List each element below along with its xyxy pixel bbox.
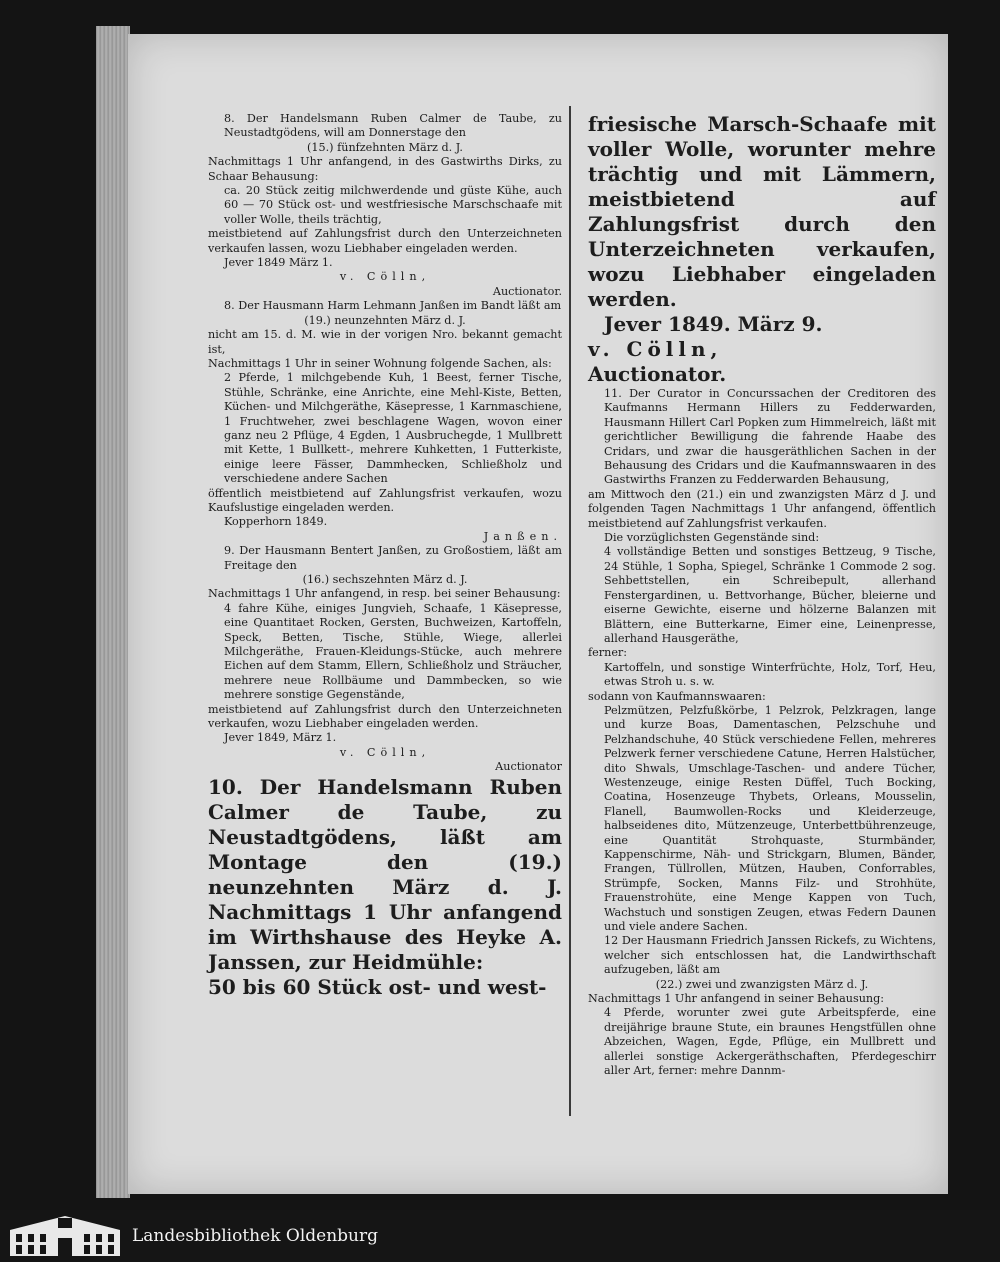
right-column-paragraph: sodann von Kaufmannswaaren: (588, 689, 766, 703)
right-column-paragraph: 11. Der Curator in Concurssachen der Creditoren des Kaufmanns Hermann Hillers zu Fedderwarden, Hausmann Hillert Carl Popken zum Himmelreich, läßt mit gerichtlicher Bewilligung die fahrende Haabe des Cridars, und zwar die hausgeräthlichen Sachen in der Behausung des Cridars und die Kaufmannswaaren in des Gastwirths Franzen zu Fedderwarden Behausung, (604, 387, 936, 487)
left-column-paragraph: (15.) fünfzehnten März d. J. (307, 140, 463, 154)
left-column-paragraph: Kopperhorn 1849. (224, 515, 328, 529)
newspaper-page (128, 34, 948, 1194)
left-column-paragraph: Jever 1849, März 1. (224, 731, 337, 745)
left-column-paragraph: 8. Der Hausmann Harm Lehmann Janßen im Bandt läßt am (224, 299, 562, 313)
left-column-paragraph: v. Cölln, (339, 745, 431, 759)
right-column-paragraph: friesische Marsch-Schaafe mit voller Wolle, worunter mehre trächtig und mit Lämmern, meistbietend auf Zahlungsfrist durch den Unterzeichneten verkaufen, wozu Liebhaber eingeladen werden. (588, 112, 936, 311)
left-column-paragraph: öffentlich meistbietend auf Zahlungsfrist verkaufen, wozu Kaufslustige eingeladen werden. (208, 486, 562, 514)
right-column-paragraph: Jever 1849. März 9. (604, 312, 823, 336)
right-column-paragraph: Kartoffeln, und sonstige Winterfrüchte, Holz, Torf, Heu, etwas Stroh u. s. w. (604, 660, 936, 689)
right-column-paragraph: Die vorzüglichsten Gegenstände sind: (604, 531, 820, 545)
book-edge (96, 26, 130, 1198)
left-column-paragraph: Auctionator. (492, 284, 562, 298)
left-column-paragraph: (19.) neunzehnten März d. J. (304, 313, 466, 327)
left-column-paragraph: Janßen. (483, 529, 562, 543)
left-column-paragraph: 9. Der Hausmann Bentert Janßen, zu Großostiem, läßt am Freitage den (224, 544, 562, 572)
right-column-paragraph: 12 Der Hausmann Friedrich Janssen Rickefs, zu Wichtens, welcher sich entschlossen hat, die Landwirthschaft aufzugeben, läßt am (604, 934, 936, 977)
left-column-paragraph: meistbietend auf Zahlungsfrist durch den Unterzeichneten verkaufen lassen, wozu Liebhaber eingeladen werden. (208, 227, 562, 255)
right-column-paragraph: v. Cölln, (588, 337, 723, 361)
library-building-icon (8, 1214, 122, 1258)
right-column (588, 112, 936, 1079)
left-column-paragraph: meistbietend auf Zahlungsfrist durch den Unterzeichneten verkaufen, wozu Liebhaber eingeladen werden. (208, 702, 562, 731)
left-column-paragraph: Auctionator (495, 760, 562, 774)
right-column-paragraph: Auctionator. (588, 362, 727, 386)
right-column-paragraph: Nachmittags 1 Uhr anfangend in seiner Behausung: (588, 992, 885, 1006)
left-column-paragraph: 10. Der Handelsmann Ruben Calmer de Taube, zu Neustadtgödens, läßt am Montage den (19.) neunzehnten März d. J. Nachmittags 1 Uhr anfangend im Wirthshause des Heyke A. Janssen, zur Heidmühle: (208, 774, 562, 974)
left-column-paragraph: 4 fahre Kühe, einiges Jungvieh, Schaafe, 1 Käsepresse, eine Quantitaet Rocken, Gersten, Buchweizen, Kartoffeln, Speck, Betten, Tische, Stühle, Wiege, allerlei Milchgeräthe, Frauen-Kleidungs-Stücke, auch mehrere Eichen auf dem Stamm, Ellern, Schließholz und Sträucher, mehrere neue Rollbäume und Dammbecken, so wie mehrere sonstige Gegenstände, (224, 601, 562, 702)
left-column-paragraph: 50 bis 60 Stück ost- und west- (208, 974, 547, 999)
left-column-paragraph: v. Cölln, (339, 270, 431, 284)
right-column-paragraph: ferner: (588, 646, 628, 660)
left-column-paragraph: ca. 20 Stück zeitig milchwerdende und güste Kühe, auch 60 — 70 Stück ost- und westfriesische Marschschaafe mit voller Wolle, theils trächtig, (224, 184, 562, 226)
left-column-paragraph: (16.) sechszehnten März d. J. (302, 573, 468, 586)
right-column-paragraph: Pelzmützen, Pelzfußkörbe, 1 Pelzrok, Pelzkragen, lange und kurze Boas, Damentaschen, Pelzschuhe und Pelzhandschuhe, 40 Stück verschiedene Fellen, mehreres Pelzwerk ferner verschiedene Catune, Herren Halstücher, dito Shwals, Umschlage-Taschen- und andere Tücher, Westenzeuge, einige Resten Düffel, Tuch Bocking, Coatina, Hosenzeuge Thybets, Orleans, Mousselin, Flanell, Baumwollen-Rocks und Kleiderzeuge, halbseidenes dito, Mützenzeuge, Unterbettbührenzeuge, eine Quantität Strohquaste, Sturmbänder, Kappenschirme, Näh- und Strickgarn, Blumen, Bänder, Frangen, Tüllrollen, Mützen, Hauben, Conforrables, Strümpfe, Socken, Manns Filz- und Strohhüte, Frauenstrohüte, eine Menge Kappen von Tuch, Wachstuch und sonstigen Zeugen, etwas Federn Daunen und viele andere Sachen. (604, 703, 936, 934)
left-column-paragraph: 2 Pferde, 1 milchgebende Kuh, 1 Beest, ferner Tische, Stühle, Schränke, eine Anrichte, eine Mehl-Kiste, Betten, Küchen- und Milchgeräthe, Käsepresse, 1 Karnmaschiene, 1 Fruchtweher, zwei beschlagene Wagen, wovon einer ganz neu 2 Pflüge, 4 Egden, 1 Ausbruchegde, 1 Mullbrett mit Kette, 1 Bullkett-, mehrere Kuhketten, 1 Futterkiste, einige leere Fässer, Dammhecken, Schließholz und verschiedene andere Sachen (224, 371, 562, 486)
footer-bar (0, 1210, 1000, 1262)
left-column-paragraph: 8. Der Handelsmann Ruben Calmer de Taube, zu Neustadtgödens, will am Donnerstage den (224, 112, 562, 140)
left-column (208, 112, 562, 1000)
left-column-paragraph: nicht am 15. d. M. wie in der vorigen Nro. bekannt gemacht ist, (208, 328, 562, 356)
right-column-paragraph: (22.) zwei und zwanzigsten März d. J. (655, 977, 869, 991)
left-column-paragraph: Nachmittags 1 Uhr in seiner Wohnung folgende Sachen, als: (208, 356, 552, 370)
column-divider (569, 106, 571, 1116)
library-name: Landesbibliothek Oldenburg (132, 1226, 379, 1246)
left-column-paragraph: Nachmittags 1 Uhr anfangend, in des Gastwirths Dirks, zu Schaar Behausung: (208, 155, 562, 183)
left-column-paragraph: Nachmittags 1 Uhr anfangend, in resp. bei seiner Behausung: (208, 587, 561, 601)
right-column-paragraph: 4 vollständige Betten und sonstiges Bettzeug, 9 Tische, 24 Stühle, 1 Sopha, Spiegel, Schränke 1 Commode 2 sog. Sehbettstellen, ein Schreibepult, allerhand Fenstergardinen, u. Bettvorhange, Bücher, bleierne und eiserne Gewichte, eiserne und hölzerne Balanzen mit Blättern, eine Butterkarne, Eimer eine, Leinenpresse, allerhand Hausgeräthe, (604, 545, 936, 645)
left-column-paragraph: Jever 1849 März 1. (224, 256, 333, 270)
right-column-paragraph: 4 Pferde, worunter zwei gute Arbeitspferde, eine dreijährige braune Stute, ein braunes Hengstfüllen ohne Abzeichen, Wagen, Egde, Pflüge, ein Mullbrett und allerlei sonstige Ackergeräthschaften, Pferdegeschirr aller Art, ferner: mehre Dannm- (604, 1006, 936, 1078)
right-column-paragraph: am Mittwoch den (21.) ein und zwanzigsten März d J. und folgenden Tagen Nachmittags 1 Uhr anfangend, öffentlich meistbietend auf Zahlungsfrist verkaufen. (588, 487, 936, 530)
